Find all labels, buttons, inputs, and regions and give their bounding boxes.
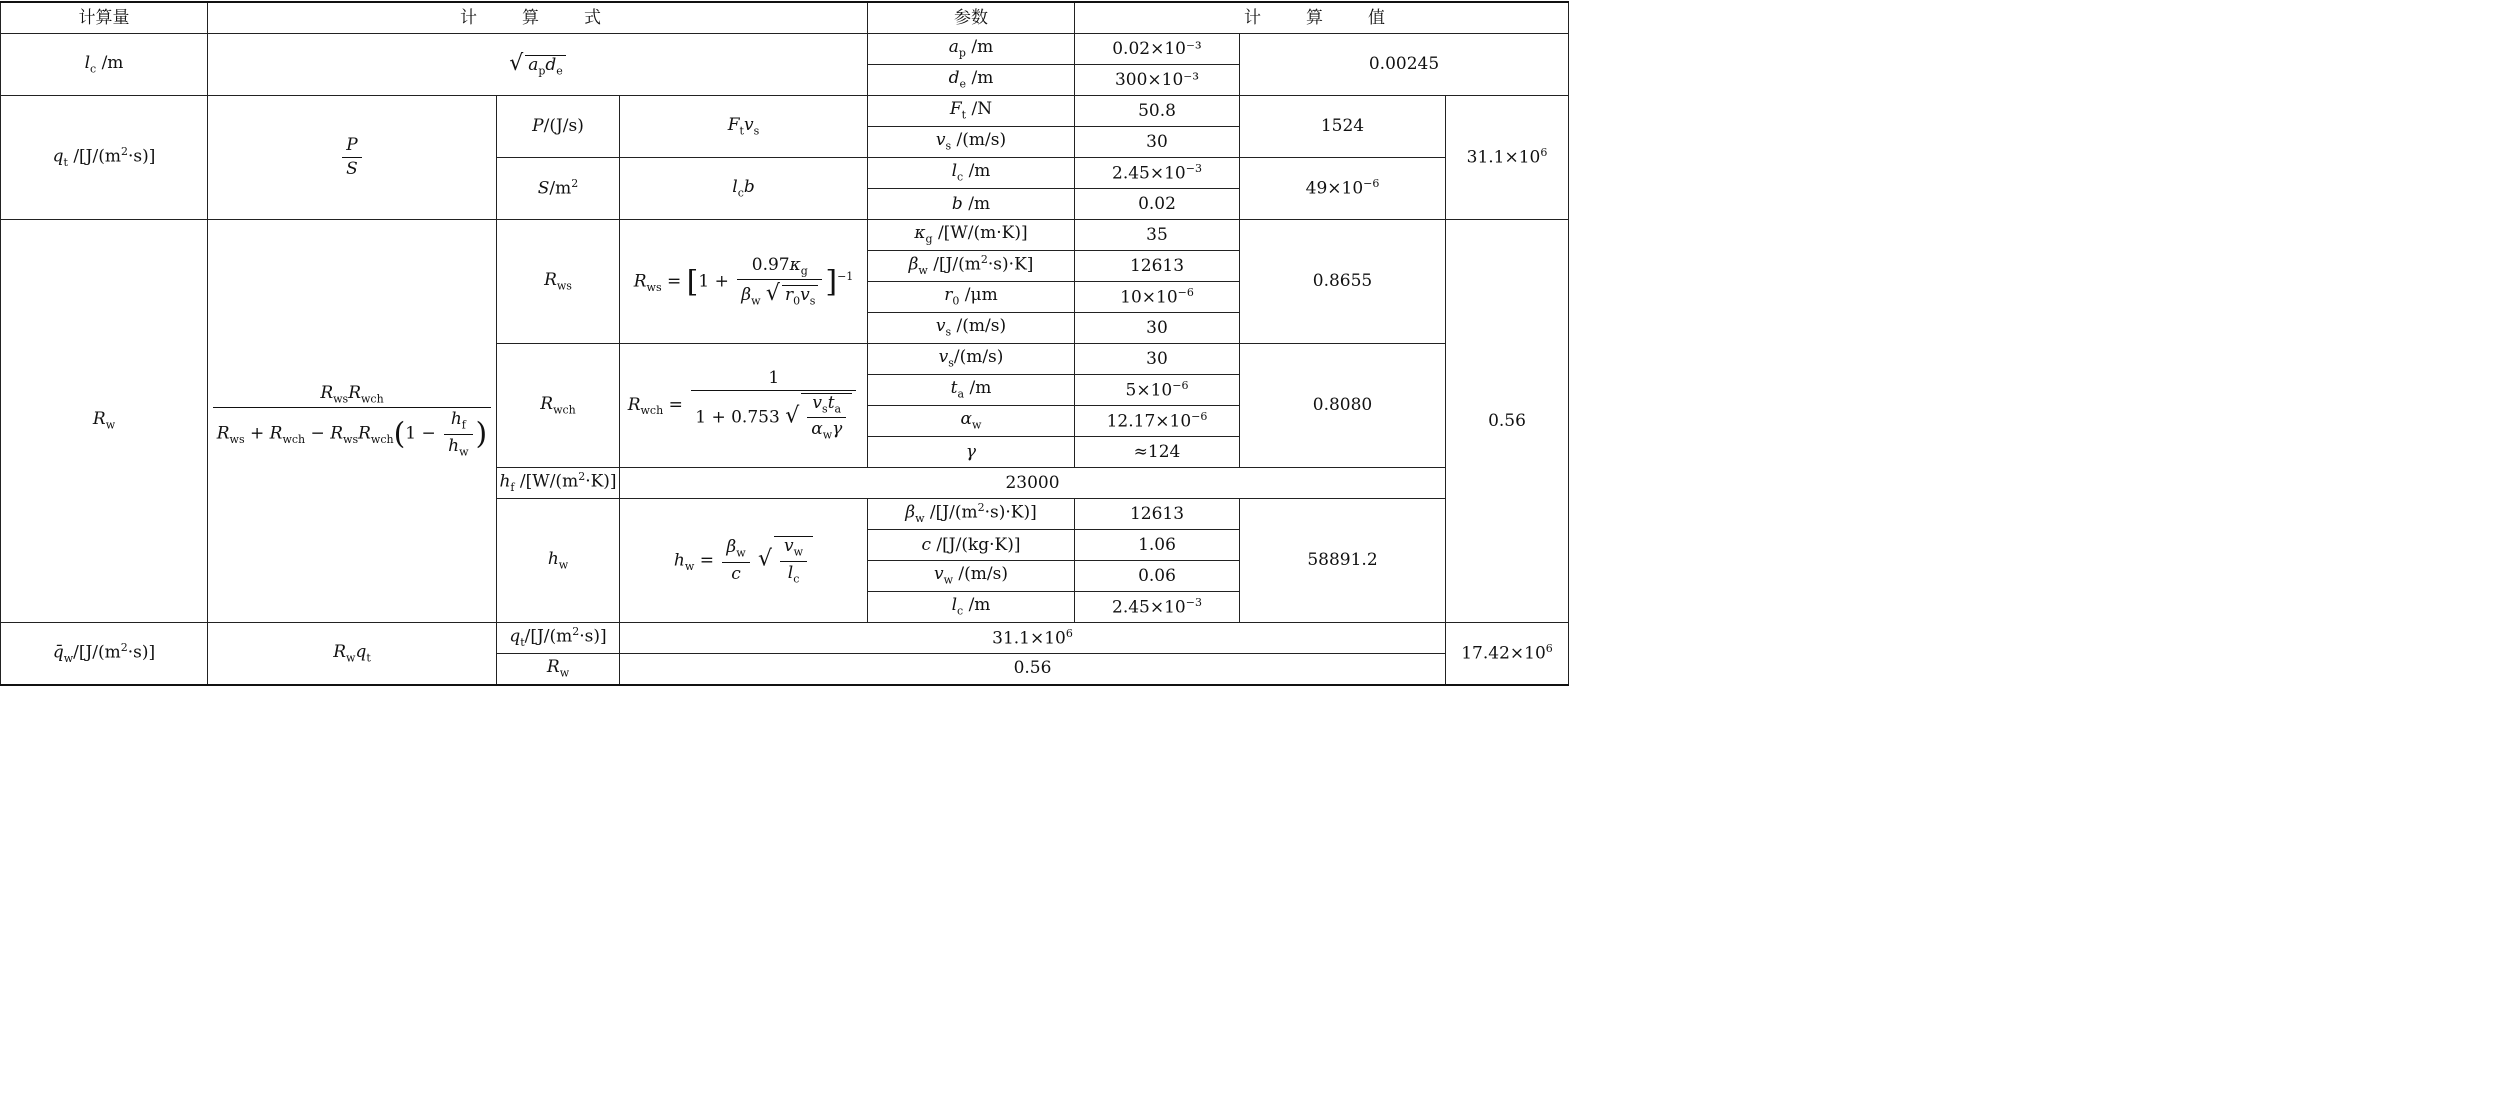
qt-p-result: 1524 [1240, 96, 1446, 158]
lc-param-de: $d_e$ /m [868, 65, 1075, 96]
rws-param-r0: $r_0$ /μm [868, 282, 1075, 313]
hw-value-lc: $2.45\times 10^{-3}$ [1075, 592, 1240, 623]
qt-param-b: b /m [868, 189, 1075, 220]
qw-quantity: $q̄_w/[J/(m^2\cdot s)]$ [1, 623, 208, 685]
qt-s-formula: $l_cb$ [620, 158, 868, 220]
calculation-table [0, 1, 1569, 686]
hf-value: 23000 [620, 468, 1446, 499]
rws-value-kg: 35 [1075, 220, 1240, 251]
hw-label: $h_w$ [497, 499, 620, 623]
hf-label: $h_f$ $/[W/(m^2\cdot K)]$ [497, 468, 620, 499]
lc-param-ap: $a_p$ /m [868, 34, 1075, 65]
qt-p-formula: $F_tv_s$ [620, 96, 868, 158]
rw-row-1 [1, 220, 1569, 251]
header-value: 计 算 值 [1075, 2, 1569, 34]
qw-formula: $R_wq_t$ [208, 623, 497, 685]
lc-formula: √ $a_pd_e$ [208, 34, 868, 96]
rws-formula: $R_{ws} = [1$ + $\frac{0.97\kappa_g}{\beta_w √ r_0v_s}$ ]$^{-1}$ [620, 220, 868, 344]
qt-quantity: $q_t$ $/[J/(m^2\cdot s)]$ [1, 96, 208, 220]
rwch-param-gamma: γ [868, 437, 1075, 468]
lc-value-de: 300×10⁻³ [1075, 65, 1240, 96]
rwch-result: 0.8080 [1240, 344, 1446, 468]
header-formula: 计 算 式 [208, 2, 868, 34]
header-row [1, 2, 1569, 34]
rwch-value-gamma: ≈124 [1075, 437, 1240, 468]
rwch-param-aw: $\alpha_w$ [868, 406, 1075, 437]
lc-row-1 [1, 34, 1569, 65]
hw-result: 58891.2 [1240, 499, 1446, 623]
qw-result: $17.42\times 10^6$ [1446, 623, 1569, 685]
rw-quantity: $R_w$ [1, 220, 208, 623]
qt-s-label: $S/m^2$ [497, 158, 620, 220]
rws-param-vs: $v_s$ /(m/s) [868, 313, 1075, 344]
rwch-param-ta: $t_a$ /m [868, 375, 1075, 406]
rwch-formula: $R_{wch}$ = 1 1 + 0.753 √ $\frac{v_st_a}{\alpha_w\gamma}$ [620, 344, 868, 468]
rws-value-bw: 12613 [1075, 251, 1240, 282]
rws-param-bw: $\beta_w$ $/[J/(m^2\cdot s)\cdot K]$ [868, 251, 1075, 282]
qt-value-b: 0.02 [1075, 189, 1240, 220]
qt-param-vs: $v_s$ /(m/s) [868, 127, 1075, 158]
rwch-value-ta: $5\times 10^{-6}$ [1075, 375, 1240, 406]
rws-value-r0: $10\times 10^{-6}$ [1075, 282, 1240, 313]
hw-value-c: 1.06 [1075, 530, 1240, 561]
qw-qt-value: $31.1\times 10^6$ [620, 623, 1446, 654]
rwch-label: $R_{wch}$ [497, 344, 620, 468]
rws-value-vs: 30 [1075, 313, 1240, 344]
qt-s-result: $49\times 10^{-6}$ [1240, 158, 1446, 220]
hw-param-c: c /[J/(kg·K)] [868, 530, 1075, 561]
qt-value-lc: $2.45\times 10^{-3}$ [1075, 158, 1240, 189]
lc-value-ap: 0.02×10⁻³ [1075, 34, 1240, 65]
qt-value-ft: 50.8 [1075, 96, 1240, 127]
lc-quantity: $l_c$ /m [1, 34, 208, 96]
qt-result: $31.1\times 10^6$ [1446, 96, 1569, 220]
qt-param-ft: $F_t$ /N [868, 96, 1075, 127]
qw-rw-value: 0.56 [620, 654, 1446, 685]
rws-param-kg: $\kappa_g$ /[W/(m·K)] [868, 220, 1075, 251]
qt-p-label: P/(J/s) [497, 96, 620, 158]
hw-formula: $h_w$ = $\frac{\beta_w}{c}$ √ $\frac{v_w}{l_c}$ [620, 499, 868, 623]
header-parameter: 参数 [868, 2, 1075, 34]
rwch-param-vs: $v_s/(m/s)$ [868, 344, 1075, 375]
hw-value-vw: 0.06 [1075, 561, 1240, 592]
qt-param-lc: $l_c$ /m [868, 158, 1075, 189]
lc-result: 0.00245 [1240, 34, 1569, 96]
qw-rw-label: $R_w$ [497, 654, 620, 685]
qt-row-1 [1, 96, 1569, 127]
qw-row-1 [1, 623, 1569, 654]
rwch-value-vs: 30 [1075, 344, 1240, 375]
hw-param-vw: $v_w$ /(m/s) [868, 561, 1075, 592]
rwch-value-aw: $12.17\times 10^{-6}$ [1075, 406, 1240, 437]
rws-label: $R_{ws}$ [497, 220, 620, 344]
rw-result: 0.56 [1446, 220, 1569, 623]
hw-value-bw: 12613 [1075, 499, 1240, 530]
rw-formula: $R_{ws}R_{wch}$ $R_{ws} + R_{wch} - R_{ws}R_{wch}(1$ − $\frac{h_f}{h_w}$ ) [208, 220, 497, 623]
qt-value-vs: 30 [1075, 127, 1240, 158]
header-quantity: 计算量 [1, 2, 208, 34]
hw-param-lc: $l_c$ /m [868, 592, 1075, 623]
qt-formula: $\frac{P}{S}$ [208, 96, 497, 220]
qw-qt-label: $q_t/[J/(m^2\cdot s)]$ [497, 623, 620, 654]
hw-param-bw: $\beta_w$ $/[J/(m^2\cdot s)\cdot K)$] [868, 499, 1075, 530]
rws-result: 0.8655 [1240, 220, 1446, 344]
